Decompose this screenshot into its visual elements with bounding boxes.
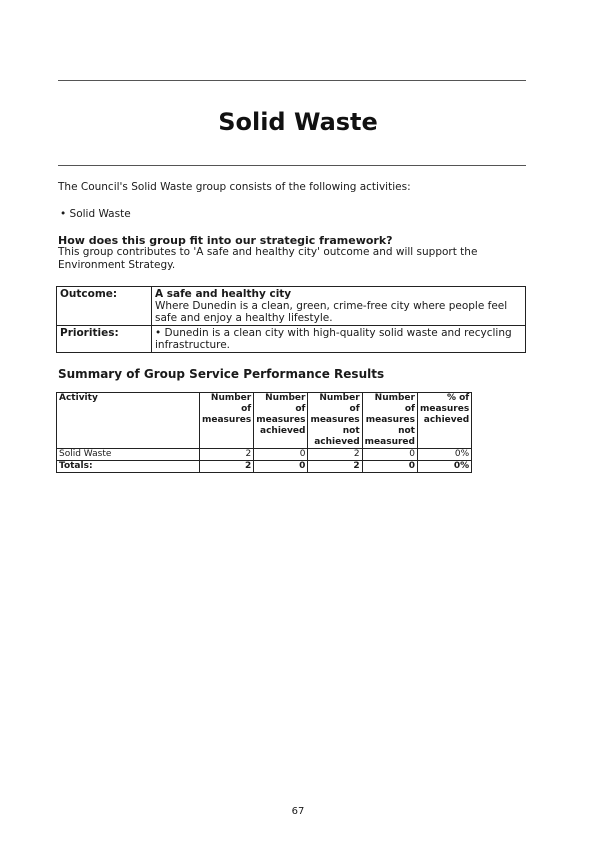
table-cell: Solid Waste	[57, 449, 200, 461]
column-header: % of measures achieved	[417, 393, 471, 449]
framework-heading: How does this group fit into our strategic framework?	[58, 234, 393, 247]
outcome-title: A safe and healthy city	[155, 288, 292, 300]
table-cell: Totals:	[57, 461, 200, 473]
column-header: Number of measures	[200, 393, 254, 449]
intro-text: The Council's Solid Waste group consists of the following activities:	[58, 181, 411, 193]
column-header: Activity	[57, 393, 200, 449]
top-divider	[58, 80, 526, 81]
outcome-label: Outcome:	[57, 287, 152, 326]
outcome-description: Where Dunedin is a clean, green, crime-free city where people feel safe and enjoy a healthy lifestyle.	[155, 300, 508, 324]
table-cell: 0%	[417, 461, 471, 473]
table-header-row	[57, 393, 472, 449]
table-cell: 2	[308, 461, 362, 473]
table-cell: 0	[254, 461, 308, 473]
totals-row	[57, 461, 472, 473]
outcome-row	[57, 287, 526, 326]
framework-text: This group contributes to 'A safe and healthy city' outcome and will support the Environment Strategy.	[58, 246, 478, 271]
column-header: Number of measures not measured	[362, 393, 417, 449]
activity-name: Solid Waste	[69, 208, 131, 220]
activity-list-item: • Solid Waste	[60, 208, 131, 220]
column-header: Number of measures not achieved	[308, 393, 362, 449]
priorities-cell: • Dunedin is a clean city with high-quality solid waste and recycling infrastructure.	[152, 326, 526, 353]
table-cell: 0	[362, 449, 417, 461]
performance-table	[56, 392, 472, 473]
bottom-divider	[58, 165, 526, 166]
page-title: Solid Waste	[218, 108, 378, 136]
table-row	[57, 449, 472, 461]
priorities-label: Priorities:	[57, 326, 152, 353]
table-cell: 0%	[417, 449, 471, 461]
table-cell: 0	[362, 461, 417, 473]
table-cell: 0	[254, 449, 308, 461]
summary-heading: Summary of Group Service Performance Results	[58, 367, 385, 381]
table-cell: 2	[200, 461, 254, 473]
outcome-cell	[152, 287, 526, 326]
column-header: Number of measures achieved	[254, 393, 308, 449]
framework-table	[56, 286, 526, 353]
table-cell: 2	[200, 449, 254, 461]
priorities-row	[57, 326, 526, 353]
page-number: 67	[291, 806, 305, 817]
priorities-text: Dunedin is a clean city with high-quality solid waste and recycling infrastructure.	[155, 327, 512, 351]
table-cell: 2	[308, 449, 362, 461]
